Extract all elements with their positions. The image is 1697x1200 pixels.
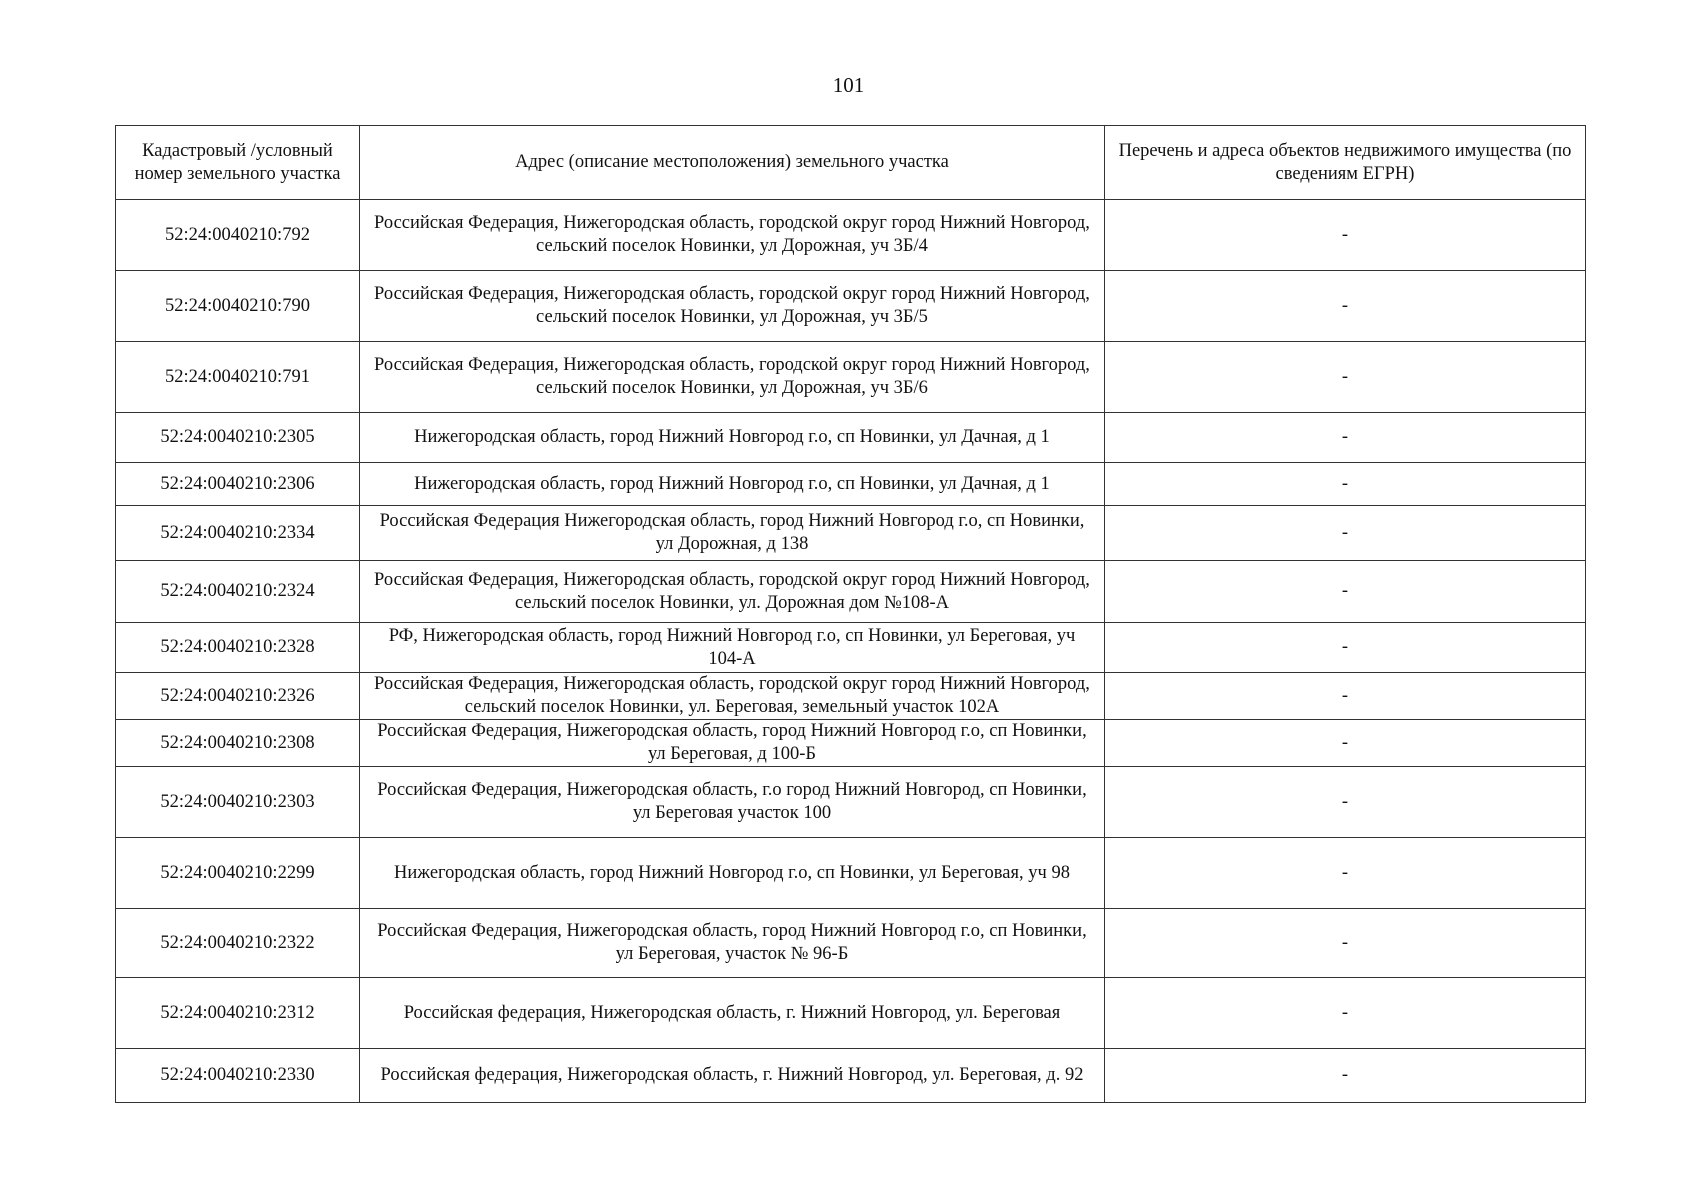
address-cell: Российская Федерация, Нижегородская область, городской округ город Нижний Новгород, сельский поселок Новинки, ул Дорожная, уч 3Б/5 — [360, 271, 1105, 342]
address-cell: Нижегородская область, город Нижний Новгород г.о, сп Новинки, ул Береговая, уч 98 — [360, 838, 1105, 909]
cadastral-number-cell: 52:24:0040210:2312 — [116, 978, 360, 1049]
table-row — [116, 978, 1586, 1049]
objects-cell: - — [1105, 1049, 1586, 1103]
address-cell: Российская Федерация, Нижегородская область, городской округ город Нижний Новгород, сельский поселок Новинки, ул. Береговая, земельный участок 102А — [360, 673, 1105, 720]
cadastral-number-cell: 52:24:0040210:2322 — [116, 909, 360, 978]
table-row — [116, 561, 1586, 623]
objects-cell: - — [1105, 673, 1586, 720]
address-cell: Российская федерация, Нижегородская область, г. Нижний Новгород, ул. Береговая, д. 92 — [360, 1049, 1105, 1103]
objects-cell: - — [1105, 271, 1586, 342]
table-row — [116, 463, 1586, 506]
table-row — [116, 506, 1586, 561]
address-cell: Российская Федерация, Нижегородская область, городской округ город Нижний Новгород, сельский поселок Новинки, ул. Дорожная дом №108-А — [360, 561, 1105, 623]
objects-cell: - — [1105, 767, 1586, 838]
header-address: Адрес (описание местоположения) земельного участка — [360, 126, 1105, 200]
objects-cell: - — [1105, 200, 1586, 271]
address-cell: Российская Федерация, Нижегородская область, город Нижний Новгород г.о, сп Новинки, ул Береговая, д 100-Б — [360, 720, 1105, 767]
address-cell: Российская Федерация, Нижегородская область, городской округ город Нижний Новгород, сельский поселок Новинки, ул Дорожная, уч 3Б/6 — [360, 342, 1105, 413]
address-cell: Российская Федерация, Нижегородская область, г.о город Нижний Новгород, сп Новинки, ул Береговая участок 100 — [360, 767, 1105, 838]
header-real-estate-objects: Перечень и адреса объектов недвижимого имущества (по сведениям ЕГРН) — [1105, 126, 1586, 200]
table-row — [116, 342, 1586, 413]
cadastral-number-cell: 52:24:0040210:2334 — [116, 506, 360, 561]
cadastral-number-cell: 52:24:0040210:2306 — [116, 463, 360, 506]
address-cell: Российская федерация, Нижегородская область, г. Нижний Новгород, ул. Береговая — [360, 978, 1105, 1049]
table-row — [116, 623, 1586, 673]
table-row — [116, 413, 1586, 463]
cadastral-number-cell: 52:24:0040210:2305 — [116, 413, 360, 463]
page-number: 101 — [832, 73, 865, 97]
objects-cell: - — [1105, 463, 1586, 506]
cadastral-number-cell: 52:24:0040210:2326 — [116, 673, 360, 720]
objects-cell: - — [1105, 342, 1586, 413]
address-cell: Российская Федерация, Нижегородская область, город Нижний Новгород г.о, сп Новинки, ул Береговая, участок № 96-Б — [360, 909, 1105, 978]
objects-cell: - — [1105, 909, 1586, 978]
table-row — [116, 767, 1586, 838]
table-row — [116, 720, 1586, 767]
land-plots-table — [115, 125, 1586, 1103]
objects-cell: - — [1105, 413, 1586, 463]
address-cell: Нижегородская область, город Нижний Новгород г.о, сп Новинки, ул Дачная, д 1 — [360, 463, 1105, 506]
cadastral-number-cell: 52:24:0040210:791 — [116, 342, 360, 413]
table-row — [116, 838, 1586, 909]
objects-cell: - — [1105, 838, 1586, 909]
cadastral-number-cell: 52:24:0040210:792 — [116, 200, 360, 271]
cadastral-number-cell: 52:24:0040210:2308 — [116, 720, 360, 767]
address-cell: Российская Федерация, Нижегородская область, городской округ город Нижний Новгород, сельский поселок Новинки, ул Дорожная, уч 3Б/4 — [360, 200, 1105, 271]
table-row — [116, 673, 1586, 720]
cadastral-number-cell: 52:24:0040210:790 — [116, 271, 360, 342]
table-header-row — [116, 126, 1586, 200]
address-cell: Российская Федерация Нижегородская область, город Нижний Новгород г.о, сп Новинки, ул Дорожная, д 138 — [360, 506, 1105, 561]
cadastral-number-cell: 52:24:0040210:2324 — [116, 561, 360, 623]
address-cell: РФ, Нижегородская область, город Нижний Новгород г.о, сп Новинки, ул Береговая, уч 104-А — [360, 623, 1105, 673]
address-cell: Нижегородская область, город Нижний Новгород г.о, сп Новинки, ул Дачная, д 1 — [360, 413, 1105, 463]
cadastral-number-cell: 52:24:0040210:2299 — [116, 838, 360, 909]
objects-cell: - — [1105, 720, 1586, 767]
table-row — [116, 271, 1586, 342]
header-cadastral-number: Кадастровый /условный номер земельного участка — [116, 126, 360, 200]
objects-cell: - — [1105, 623, 1586, 673]
objects-cell: - — [1105, 506, 1586, 561]
cadastral-number-cell: 52:24:0040210:2330 — [116, 1049, 360, 1103]
table-row — [116, 200, 1586, 271]
cadastral-number-cell: 52:24:0040210:2303 — [116, 767, 360, 838]
objects-cell: - — [1105, 978, 1586, 1049]
cadastral-number-cell: 52:24:0040210:2328 — [116, 623, 360, 673]
objects-cell: - — [1105, 561, 1586, 623]
table-row — [116, 1049, 1586, 1103]
table-row — [116, 909, 1586, 978]
